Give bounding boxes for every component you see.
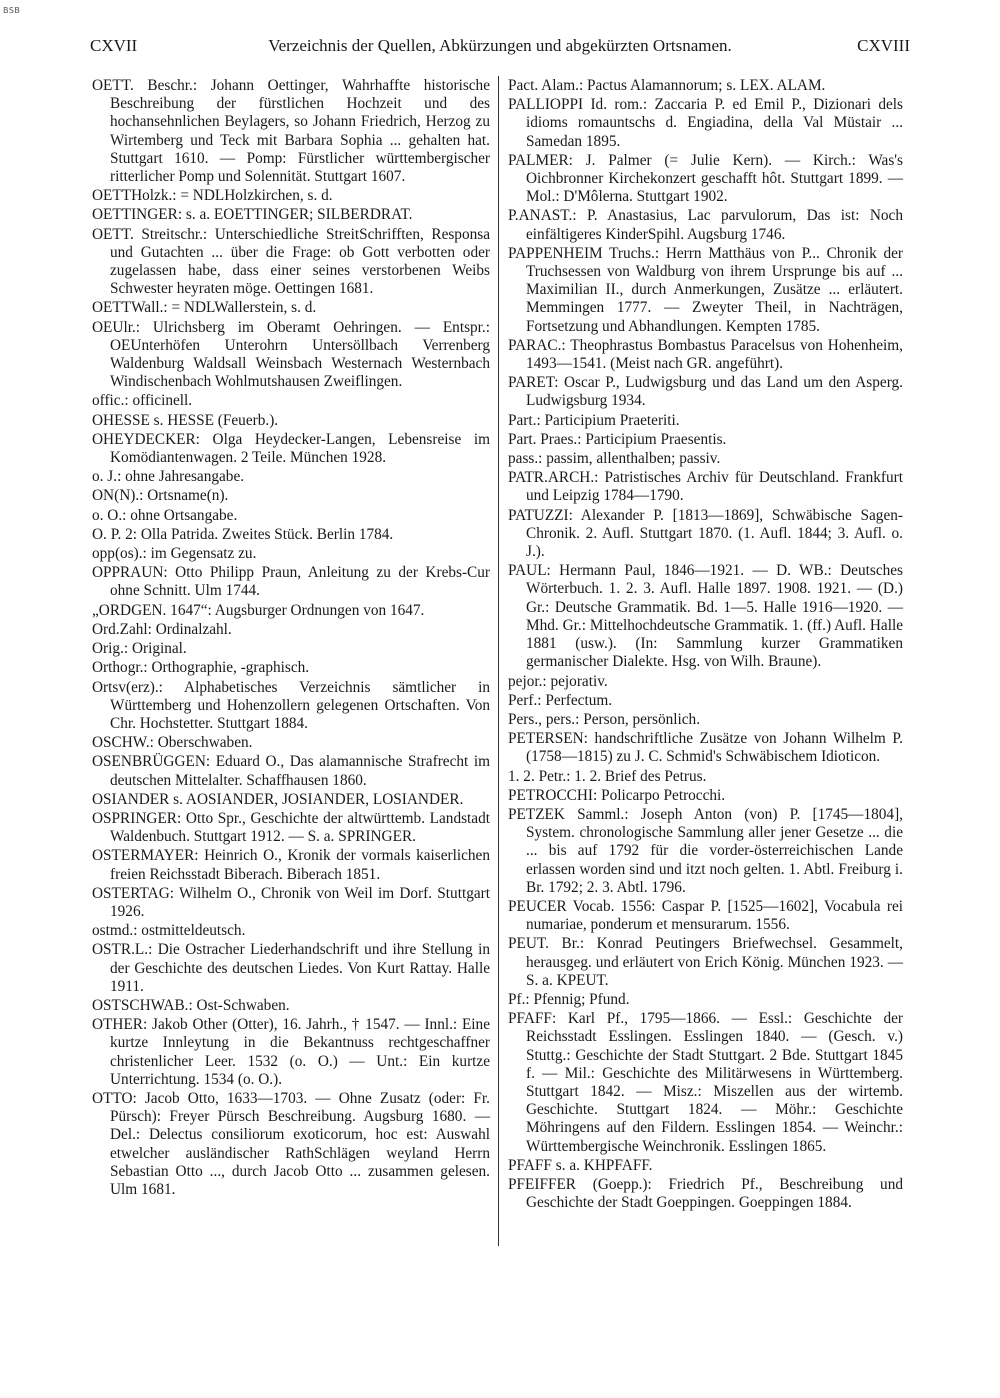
abbreviation-entry: ostmd.: ostmitteldeutsch. <box>92 922 246 940</box>
abbreviation-entry: O. P. 2: Olla Patrida. Zweites Stück. Berlin 1784. <box>92 525 394 543</box>
abbreviation-entry: opp(os).: im Gegensatz zu. <box>92 545 257 563</box>
abbreviation-entry: Pact. Alam.: Pactus Alamannorum; s. LEX. ALAM. <box>508 77 826 94</box>
abbreviation-entry: OETTHolzk.: = NDLHolzkirchen, s. d. <box>92 187 333 205</box>
abbreviation-entry: OSIANDER s. AOSIANDER, JOSIANDER, LOSIANDER. <box>92 790 464 808</box>
abbreviation-entry: PETZEK Samml.: Joseph Anton (von) P. [1745—1804], System. chronologische Sammlung aller jener Gesetze ... die ... bis auf 1792 für die vorder-österreichischen Lande erlassen worden sind und itzt noch gelten. 1. Abtl. Freiburg i. Br. 1792; 2. 3. Abtl. 1796. <box>508 805 903 896</box>
right-column <box>508 77 903 1213</box>
abbreviation-entry: OETTINGER: s. a. EOETTINGER; SILBERDRAT. <box>92 206 413 224</box>
abbreviation-entry: Perf.: Perfectum. <box>508 691 613 709</box>
abbreviation-entry: PALLIOPPI Id. rom.: Zaccaria P. ed Emil P., Dizionari dels idioms romauntschs d. Engiadina, della Val Müstair ... Samedan 1895. <box>508 96 903 150</box>
abbreviation-entry: Pf.: Pfennig; Pfund. <box>508 990 630 1008</box>
left-column <box>92 77 490 1200</box>
abbreviation-entry: Pers., pers.: Person, persönlich. <box>508 710 701 728</box>
abbreviation-entry: PAUL: Hermann Paul, 1846—1921. — D. WB.: Deutsches Wörterbuch. 1. 2. 3. Aufl. Halle 1897. 1908. 1921. — (D.) Gr.: Deutsche Grammatik. Bd. 1—5. Halle 1916—1920. — Mhd. Gr.: Mittelhochdeutsche Grammatik. 1. (ff.) Aufl. Halle 1881 (usw.). (In: Sammlung kurzer Grammatiken germanischer Dialekte. Hsg. von Wilh. Braune). <box>508 562 903 671</box>
running-title: Verzeichnis der Quellen, Abkürzungen und abgekürzten Ortsnamen. <box>268 36 732 55</box>
abbreviation-entry: OSPRINGER: Otto Spr., Geschichte der altwürttemb. Landstadt Waldenbuch. Stuttgart 1912. — S. a. SPRINGER. <box>92 809 490 846</box>
abbreviation-entry: offic.: officinell. <box>92 392 193 410</box>
abbreviation-entry: PFAFF s. a. KHPFAFF. <box>508 1156 653 1174</box>
abbreviation-entry: OEUlr.: Ulrichsberg im Oberamt Oehringen. — Entspr.: OEUnterhöfen Unterohrn Untersöllbach Verrenberg Waldenburg Waldsall Weinsbach Westernach Westernbach Windischenbach Wohlmutshausen Zweiflingen. <box>92 318 490 391</box>
abbreviation-entry: PARAC.: Theophrastus Bombastus Paracelsus von Hohenheim, 1493—1541. (Meist nach GR. angeführt). <box>508 336 903 373</box>
abbreviation-entry: PETERSEN: handschriftliche Zusätze von Johann Wilhelm P. (1758—1815) zu J. C. Schmid's Schwäbischem Idioticon. <box>508 730 903 766</box>
abbreviation-entry: PATR.ARCH.: Patristisches Archiv für Deutschland. Frankfurt und Leipzig 1784—1790. <box>508 469 903 505</box>
abbreviation-entry: pejor.: pejorativ. <box>508 672 608 690</box>
column-divider <box>498 76 499 1246</box>
abbreviation-entry: OSTR.L.: Die Ostracher Liederhandschrift und ihre Stellung in der Geschichte des deutschen Liedes. Von Kurt Rattay. Halle 1911. <box>92 941 490 995</box>
abbreviation-entry: PFEIFFER (Goepp.): Friedrich Pf., Beschreibung und Geschichte der Stadt Goeppingen. Goeppingen 1884. <box>508 1175 903 1212</box>
abbreviation-entry: Part. Praes.: Participium Praesentis. <box>508 430 727 448</box>
library-mark: BSB <box>3 6 21 15</box>
abbreviation-entry: OETTWall.: = NDLWallerstein, s. d. <box>92 299 317 317</box>
abbreviation-entry: „ORDGEN. 1647“: Augsburger Ordnungen von 1647. <box>92 601 425 619</box>
abbreviation-entry: OSCHW.: Oberschwaben. <box>92 734 253 752</box>
abbreviation-entry: PEUCER Vocab. 1556: Caspar P. [1525—1602], Vocabula rei numariae, ponderum et mensurarum. 1556. <box>508 897 903 934</box>
abbreviation-entry: PFAFF: Karl Pf., 1795—1866. — Essl.: Geschichte der Reichsstadt Esslingen. Esslingen 1840. — (Gesch. v.) Stuttg.: Geschichte der Stadt Stuttgart. 2 Bde. Stuttgart 1845 f. — Mil.: Geschichte des Militärwesens in Württemberg. Stuttgart 1842. — Misz.: Miszellen aus der wirtemb. Geschichte. Stuttgart 1824. — Möhr.: Geschichte Möhringens auf den Fildern. Esslingen 1854. — Weinchr.: Württembergische Weinchronik. Esslingen 1865. <box>508 1010 903 1155</box>
abbreviation-entry: OHESSE s. HESSE (Feuerb.). <box>92 411 279 429</box>
abbreviation-entry: OTTO: Jacob Otto, 1633—1703. — Ohne Zusatz (oder: Fr. Pürsch): Freyer Pürsch Beschreibung. Augsburg 1680. — Del.: Delectus consiliorum exoticorum, hoc est: Auswahl etwelcher ausländischer RathSchlägen weyland Herrn Sebastian Otto ..., durch Jacob Otto ... zusammen gelesen. Ulm 1681. <box>92 1089 490 1198</box>
abbreviation-entry: OHEYDECKER: Olga Heydecker-Langen, Lebensreise im Komödiantenwagen. 2 Teile. München 1928. <box>92 430 490 467</box>
abbreviation-entry: OETT. Streitschr.: Unterschiedliche StreitSchrifften, Responsa und Gutachten ... über die Frage: ob Gott verbotten oder zugelassen habe, dass einer seines verstorbenen Weibs Schwester heyraten möge. Oettingen 1681. <box>92 225 490 298</box>
abbreviation-entry: Part.: Participium Praeteriti. <box>508 411 680 429</box>
abbreviation-entry: PEUT. Br.: Konrad Peutingers Briefwechsel. Gesammelt, herausgeg. und erläutert von Erich König. München 1923. — S. a. KPEUT. <box>508 935 903 989</box>
abbreviation-entry: PAPPENHEIM Truchs.: Herrn Matthäus von P... Chronik der Truchsessen von Waldburg von ihrem Ursprunge bis auf ... Maximilian II., durch Anmerkungen, Zusätze ... erläutert. Memmingen 1777. — Zweyter Theil, in Nachträgen, Fortsetzung und Abhandlungen. Kempten 1785. <box>508 244 903 335</box>
abbreviation-entry: Orig.: Original. <box>92 640 187 658</box>
abbreviation-entry: PARET: Oscar P., Ludwigsburg und das Land um den Asperg. Ludwigsburg 1934. <box>508 374 903 410</box>
abbreviation-entry: P.ANAST.: P. Anastasius, Lac parvulorum, Das ist: Noch einfältigeres KinderSpihl. Augsburg 1746. <box>508 207 903 243</box>
abbreviation-entry: OSTSCHWAB.: Ost-Schwaben. <box>92 996 290 1014</box>
abbreviation-entry: OETT. Beschr.: Johann Oettinger, Wahrhaffte historische Beschreibung der fürstlichen Hochzeit und des hochansehnlichen Beylagers, so Johann Friedrich, Herzog zu Wirtemberg und Teck mit Barbara Sophia ... gehalten hat. Stuttgart 1610. — Pomp: Fürstlicher württembergischer ritterlicher Pomp und Solennität. Stuttgart 1607. <box>92 77 490 186</box>
abbreviation-entry: 1. 2. Petr.: 1. 2. Brief des Petrus. <box>508 767 707 785</box>
page-header <box>90 36 910 56</box>
abbreviation-entry: pass.: passim, allenthalben; passiv. <box>508 450 721 468</box>
abbreviation-entry: o. O.: ohne Ortsangabe. <box>92 506 238 524</box>
abbreviation-entry: Orthogr.: Orthographie, -graphisch. <box>92 659 310 677</box>
abbreviation-entry: OSENBRÜGGEN: Eduard O., Das alamannische Strafrecht im deutschen Mittelalter. Schaffhausen 1860. <box>92 753 490 789</box>
abbreviation-entry: o. J.: ohne Jahresangabe. <box>92 468 245 486</box>
abbreviation-entry: OSTERTAG: Wilhelm O., Chronik von Weil im Dorf. Stuttgart 1926. <box>92 884 490 920</box>
abbreviation-entry: Ord.Zahl: Ordinalzahl. <box>92 620 232 638</box>
abbreviation-entry: PATUZZI: Alexander P. [1813—1869], Schwäbische Sagen-Chronik. 2. Aufl. Stuttgart 1870. (1. Aufl. 1844; 3. Aufl. o. J.). <box>508 506 903 561</box>
abbreviation-entry: OSTERMAYER: Heinrich O., Kronik der vormals kaiserlichen freien Reichsstadt Biberach. Biberach 1851. <box>92 847 490 883</box>
abbreviation-entry: PALMER: J. Palmer (= Julie Kern). — Kirch.: Was's Oichbronner Kirchekonzert geschafft hôt. Stuttgart 1899. — Mol.: D'Môlerna. Stuttgart 1902. <box>508 151 903 206</box>
abbreviation-entry: OPPRAUN: Otto Philipp Praun, Anleitung zu der Krebs-Cur ohne Schnitt. Ulm 1744. <box>92 564 490 600</box>
page-number-left: CXVII <box>90 36 138 55</box>
abbreviation-entry: OTHER: Jakob Other (Otter), 16. Jahrh., † 1547. — Innl.: Eine kurtze Innleytung in die Bekantnuss rechtgeschaffner christenlicher Leer. 1532 (o. O.) — Unt.: Ein kurtze Unterrichtung. 1534 (o. O.). <box>92 1016 490 1088</box>
abbreviation-entry: ON(N).: Ortsname(n). <box>92 487 229 505</box>
abbreviation-entry: Ortsv(erz).: Alphabetisches Verzeichnis sämtlicher in Württemberg und Hohenzollern gelegenen Ortschaften. Von Chr. Hochstetter. Stuttgart 1884. <box>92 678 490 732</box>
abbreviation-entry: PETROCCHI: Policarpo Petrocchi. <box>508 786 726 804</box>
page-number-right: CXVIII <box>857 36 910 55</box>
